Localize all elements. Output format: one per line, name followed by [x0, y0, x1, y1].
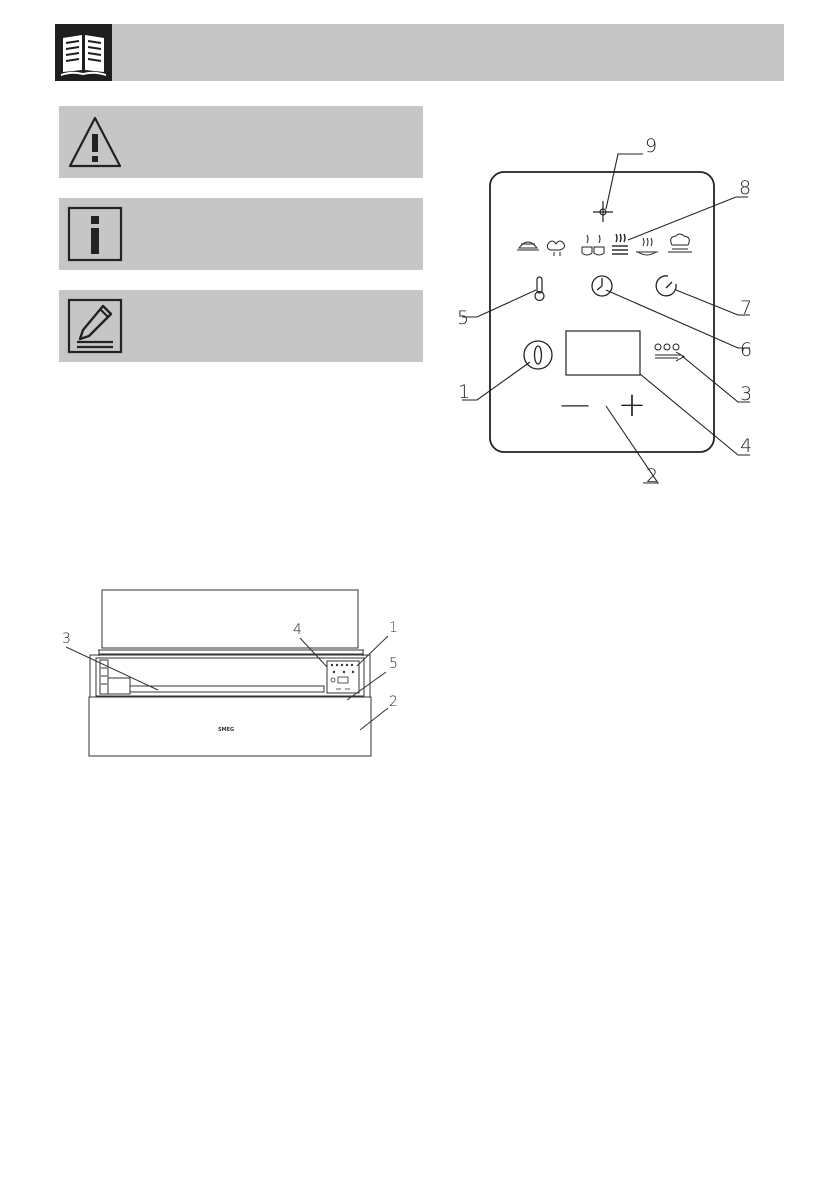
plates-icon: [612, 234, 628, 254]
appliance-callout-1: 1: [389, 620, 398, 636]
control-panel-diagram: [440, 125, 780, 495]
brand-badge: SMEG: [218, 727, 235, 733]
callout-6: 6: [740, 339, 753, 361]
appliance-front-diagram: [55, 585, 398, 760]
minus-button[interactable]: —: [560, 387, 590, 422]
appliance-callout-4: 4: [293, 622, 302, 638]
callout-7: 7: [740, 297, 753, 319]
callout-1: 1: [458, 381, 471, 403]
defrost-icon: [547, 241, 564, 256]
plus-button[interactable]: +: [617, 385, 647, 425]
info-icon: [67, 206, 123, 262]
cups-icon: [582, 235, 604, 255]
callout-8: 8: [739, 177, 752, 199]
warning-icon: [67, 114, 123, 170]
light-key-icon: [593, 201, 613, 222]
timer-clock-icon[interactable]: [592, 276, 612, 296]
callout-2: 2: [646, 465, 659, 487]
book-icon: [55, 24, 112, 81]
appliance-callout-2: 2: [389, 694, 398, 710]
appliance-callout-3: 3: [62, 631, 71, 647]
selector-icon[interactable]: [655, 344, 684, 361]
note-notice: [59, 290, 423, 362]
on-off-knob-icon[interactable]: [524, 341, 552, 369]
temperature-icon[interactable]: [535, 277, 544, 301]
appliance-callout-5: 5: [389, 656, 398, 672]
callout-3: 3: [740, 383, 753, 405]
callout-9: 9: [645, 135, 658, 157]
warning-notice: [59, 106, 423, 178]
info-notice: [59, 198, 423, 270]
programming-icon[interactable]: [656, 276, 676, 296]
callout-4: 4: [740, 435, 753, 457]
slow-cook-icon: [668, 234, 692, 252]
section-header-bar: [55, 24, 784, 81]
function-icons-row: [517, 234, 692, 256]
display-window: [566, 331, 640, 375]
bread-icon: [517, 242, 539, 250]
keep-warm-icon: [636, 238, 658, 255]
callout-5: 5: [457, 307, 470, 329]
note-icon: [67, 298, 123, 354]
